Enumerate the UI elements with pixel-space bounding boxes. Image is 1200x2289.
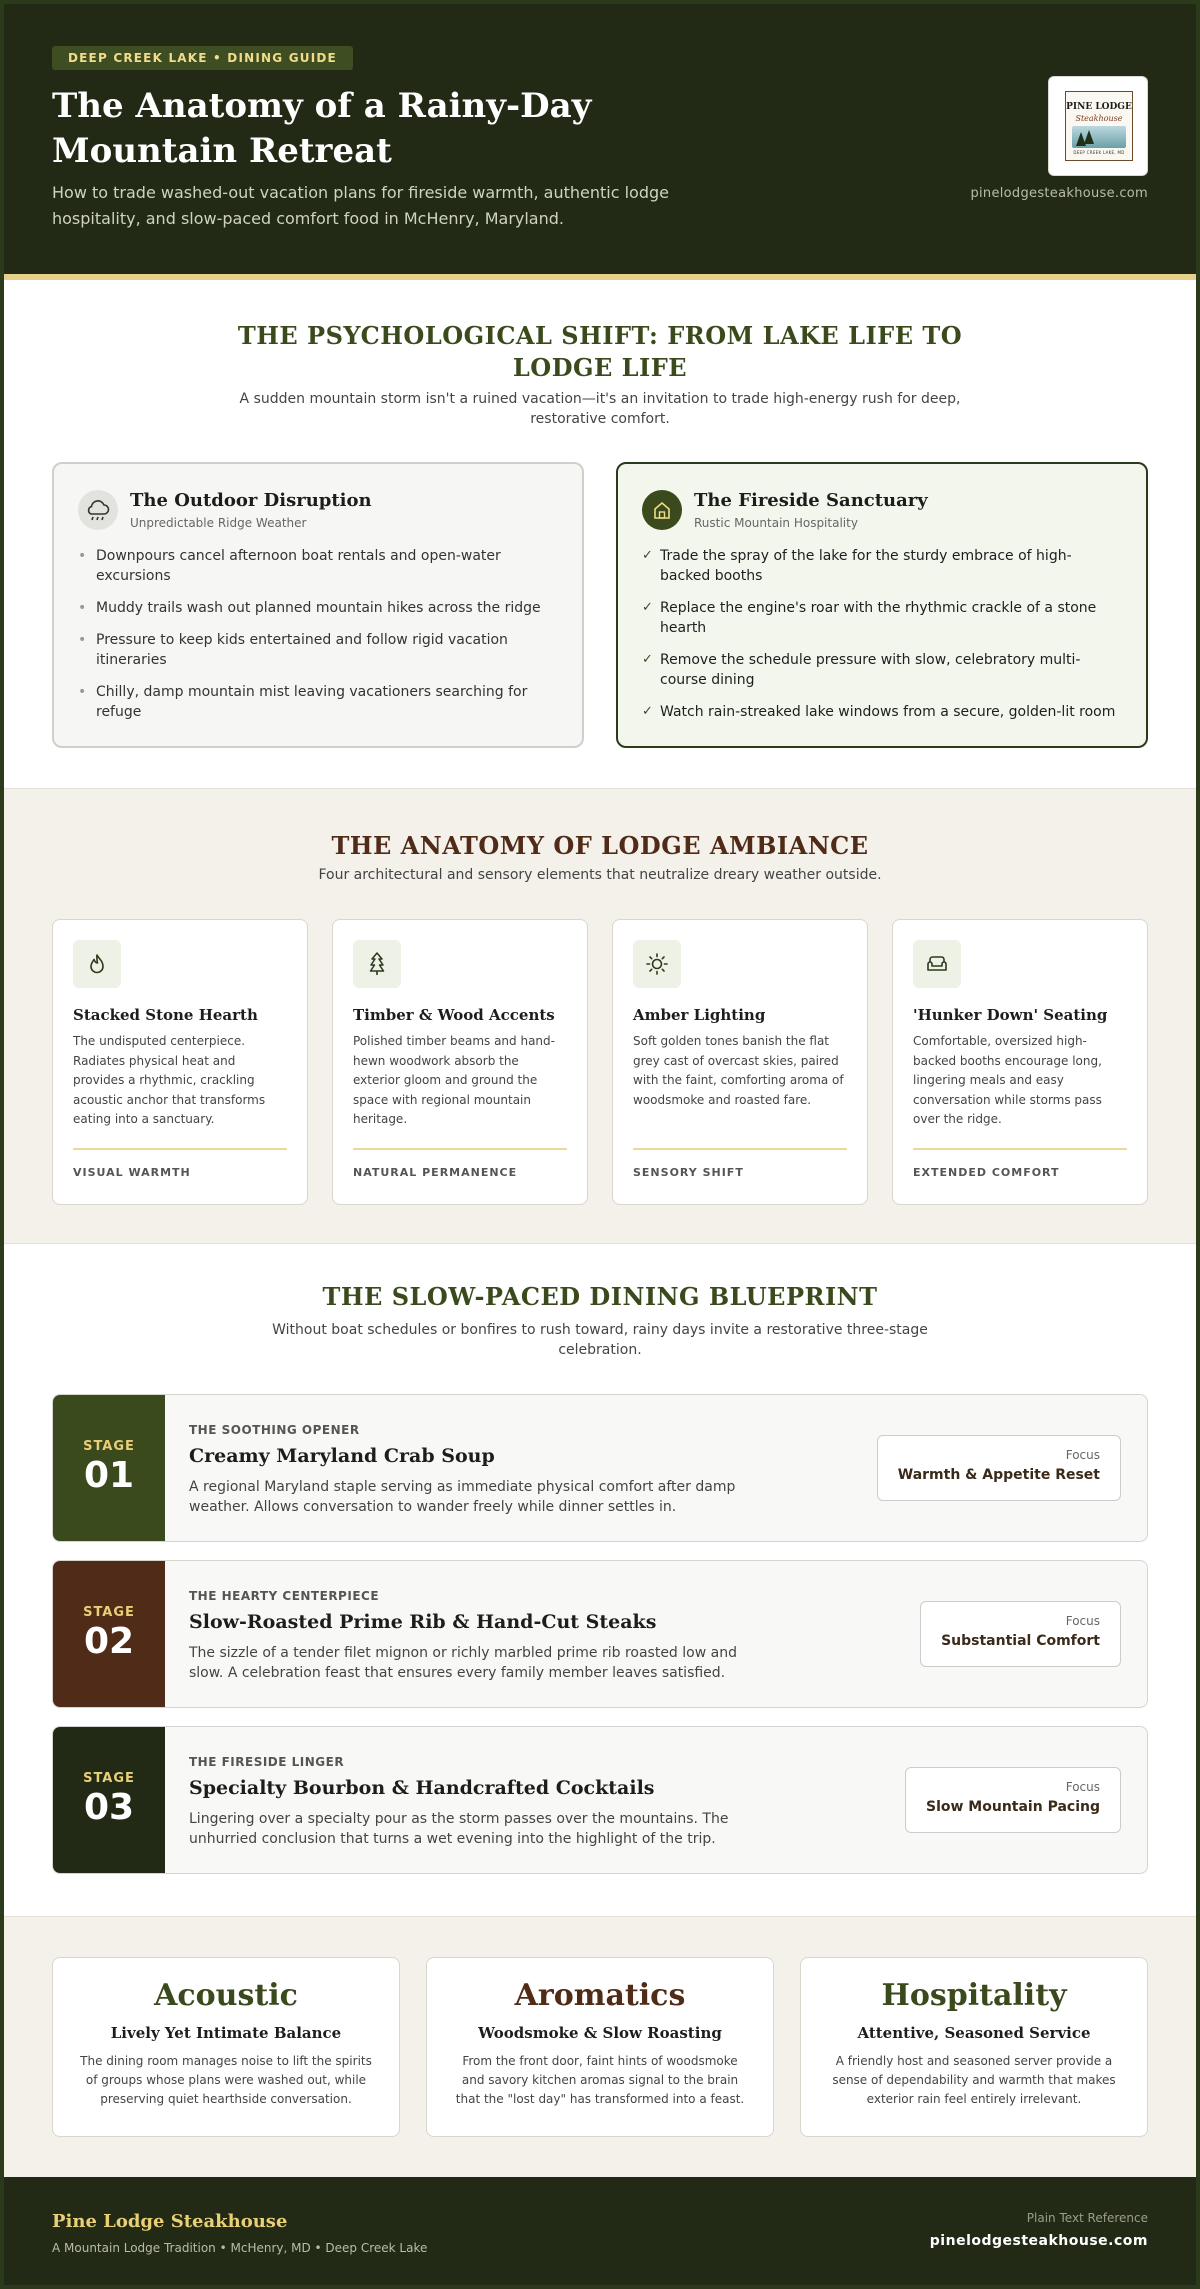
ambiance-card-hearth <box>52 919 308 1205</box>
shift-subtitle: A sudden mountain storm isn't a ruined vacation—it's an invitation to trade high-energy rush for deep, restorative comfort. <box>239 391 961 427</box>
stage-card-02 <box>52 1560 1148 1708</box>
pillar-aromatics <box>426 1957 774 2137</box>
ambiance-card-lighting <box>612 919 868 1205</box>
card-title: Timber & Wood Accents <box>353 1006 555 1024</box>
card-tag: NATURAL PERMANENCE <box>353 1166 518 1179</box>
header <box>4 4 1196 274</box>
card-title: Amber Lighting <box>633 1006 766 1024</box>
footer-brand: Pine Lodge Steakhouse <box>52 2211 288 2232</box>
logo-line2: Steakhouse <box>1075 114 1123 123</box>
stage-label: STAGE <box>83 1605 135 1620</box>
stage-label: STAGE <box>83 1439 135 1454</box>
shift-title: THE PSYCHOLOGICAL SHIFT: FROM LAKE LIFE TO LODGE LIFE <box>237 321 963 382</box>
footer-url-link[interactable]: pinelodgesteakhouse.com <box>929 2233 1148 2249</box>
card-divider <box>353 1148 567 1150</box>
footer-tagline: A Mountain Lodge Tradition • McHenry, MD • Deep Creek Lake <box>52 2241 428 2255</box>
stage-text: Lingering over a specialty pour as the storm passes over the mountains. The unhurried conclusion that turns a wet evening into the highlight of the trip. <box>189 1811 729 1847</box>
fireside-list <box>642 546 1118 734</box>
card-tag: EXTENDED COMFORT <box>913 1166 1060 1179</box>
card-divider <box>913 1148 1127 1150</box>
house-icon <box>642 490 682 530</box>
focus-label: Focus <box>1065 1448 1100 1462</box>
stage-text: A regional Maryland staple serving as immediate physical comfort after damp weather. Allows conversation to wander freely while dinner settles in. <box>189 1479 736 1515</box>
focus-value: Warmth & Appetite Reset <box>897 1467 1100 1483</box>
stage-title: Creamy Maryland Crab Soup <box>189 1445 495 1467</box>
outdoor-panel-subtitle: Unpredictable Ridge Weather <box>130 516 307 530</box>
pillar-hospitality <box>800 1957 1148 2137</box>
stage-focus-badge <box>877 1435 1121 1501</box>
list-item: ✓ Trade the spray of the lake for the sturdy embrace of high-backed booths <box>642 546 1118 586</box>
fireside-panel-title: The Fireside Sanctuary <box>694 490 928 511</box>
card-text: The undisputed centerpiece. Radiates physical heat and provides a rhythmic, crackling acoustic anchor that transforms eating into a sanctuary. <box>73 1034 266 1126</box>
sofa-icon <box>913 940 961 988</box>
card-title: 'Hunker Down' Seating <box>913 1006 1108 1024</box>
pillar-text: A friendly host and seasoned server provide a sense of dependability and warmth that makes exterior rain feel entirely irrelevant. <box>832 2054 1116 2106</box>
blueprint-title: THE SLOW-PACED DINING BLUEPRINT <box>322 1282 878 1311</box>
header-site-link[interactable]: pinelodgesteakhouse.com <box>970 186 1148 201</box>
stage-number: 02 <box>83 1621 135 1662</box>
page-title: The Anatomy of a Rainy-Day Mountain Retreat <box>52 86 592 171</box>
header-eyebrow: DEEP CREEK LAKE • DINING GUIDE <box>52 46 353 70</box>
pillar-subtitle: Attentive, Seasoned Service <box>857 2024 1091 2042</box>
pillar-title: Hospitality <box>881 1978 1067 2013</box>
card-text: Soft golden tones banish the flat grey cast of overcast skies, paired with the faint, comforting aroma of woodsmoke and roasted fare. <box>633 1034 844 1107</box>
card-divider <box>633 1148 847 1150</box>
footer <box>4 2177 1196 2289</box>
stage-number: 01 <box>83 1455 135 1496</box>
outdoor-disruption-panel <box>52 462 584 748</box>
pine-tree-icon <box>353 940 401 988</box>
stage-card-03 <box>52 1726 1148 1874</box>
footer-ref-label: Plain Text Reference <box>1026 2211 1148 2225</box>
fireside-panel-subtitle: Rustic Mountain Hospitality <box>694 516 858 530</box>
header-divider <box>4 274 1196 280</box>
stage-title: Slow-Roasted Prime Rib & Hand-Cut Steaks <box>189 1611 657 1633</box>
focus-value: Substantial Comfort <box>941 1633 1100 1649</box>
card-divider <box>73 1148 287 1150</box>
stage-side <box>53 1561 165 1708</box>
pillar-subtitle: Lively Yet Intimate Balance <box>110 2024 342 2042</box>
pillar-text: The dining room manages noise to lift the spirits of groups whose plans were washed out, while preserving quiet hearthside conversation. <box>80 2054 372 2106</box>
card-text: Polished timber beams and hand-hewn woodwork absorb the exterior gloom and ground the space with regional mountain heritage. <box>353 1034 555 1126</box>
sun-icon <box>633 940 681 988</box>
stage-title: Specialty Bourbon & Handcrafted Cocktails <box>189 1777 655 1799</box>
focus-label: Focus <box>1065 1614 1100 1628</box>
stage-label: STAGE <box>83 1771 135 1786</box>
logo-lake-scene <box>1072 126 1126 148</box>
stage-side <box>53 1727 165 1874</box>
rain-cloud-icon <box>78 490 118 530</box>
pillar-title: Aromatics <box>514 1978 686 2013</box>
list-item: • Muddy trails wash out planned mountain hikes across the ridge <box>78 598 554 618</box>
stage-eyebrow: THE HEARTY CENTERPIECE <box>189 1589 380 1603</box>
page-subtitle: How to trade washed-out vacation plans for fireside warmth, authentic lodge hospitality, and slow-paced comfort food in McHenry, Maryland. <box>52 183 669 228</box>
outdoor-list <box>78 546 554 734</box>
card-text: Comfortable, oversized high-backed booths encourage long, lingering meals and easy conversation while storms pass over the ridge. <box>913 1034 1102 1126</box>
ambiance-card-seating <box>892 919 1148 1205</box>
outdoor-panel-title: The Outdoor Disruption <box>130 490 372 511</box>
pillar-text: From the front door, faint hints of woodsmoke and savory kitchen aromas signal to the brain that the "lost day" has transformed into a feast. <box>455 2054 745 2106</box>
pillar-title: Acoustic <box>154 1978 298 2013</box>
card-title: Stacked Stone Hearth <box>73 1006 258 1024</box>
stage-focus-badge <box>920 1601 1121 1667</box>
list-item: ✓ Replace the engine's roar with the rhythmic crackle of a stone hearth <box>642 598 1118 638</box>
list-item: • Chilly, damp mountain mist leaving vacationers searching for refuge <box>78 682 554 722</box>
pillar-acoustic <box>52 1957 400 2137</box>
fireside-sanctuary-panel <box>616 462 1148 748</box>
ambiance-subtitle: Four architectural and sensory elements that neutralize dreary weather outside. <box>318 867 882 883</box>
focus-value: Slow Mountain Pacing <box>926 1799 1100 1815</box>
ambiance-title: THE ANATOMY OF LODGE AMBIANCE <box>331 831 869 860</box>
list-item: • Downpours cancel afternoon boat rentals and open-water excursions <box>78 546 554 586</box>
logo-tree-icon <box>1084 130 1094 144</box>
stage-eyebrow: THE FIRESIDE LINGER <box>189 1755 345 1769</box>
logo-badge <box>1065 91 1133 161</box>
list-item: ✓ Remove the schedule pressure with slow, celebratory multi-course dining <box>642 650 1118 690</box>
list-item: • Pressure to keep kids entertained and follow rigid vacation itineraries <box>78 630 554 670</box>
stage-side <box>53 1395 165 1542</box>
brand-logo[interactable] <box>1048 76 1148 176</box>
stage-card-01 <box>52 1394 1148 1542</box>
stage-focus-badge <box>905 1767 1121 1833</box>
card-tag: VISUAL WARMTH <box>73 1166 191 1179</box>
stage-text: The sizzle of a tender filet mignon or richly marbled prime rib roasted low and slow. A celebration feast that ensures every family member leaves satisfied. <box>189 1645 737 1681</box>
ambiance-section <box>4 788 1196 1244</box>
pillar-subtitle: Woodsmoke & Slow Roasting <box>478 2024 722 2042</box>
card-tag: SENSORY SHIFT <box>633 1166 744 1179</box>
pillars-section <box>4 1916 1196 2177</box>
blueprint-subtitle: Without boat schedules or bonfires to rush toward, rainy days invite a restorative three-stage celebration. <box>272 1322 928 1358</box>
flame-icon <box>73 940 121 988</box>
logo-line1: PINE LODGE <box>1066 102 1132 112</box>
stage-eyebrow: THE SOOTHING OPENER <box>189 1423 360 1437</box>
list-item: ✓ Watch rain-streaked lake windows from a secure, golden-lit room <box>642 702 1118 722</box>
ambiance-card-timber <box>332 919 588 1205</box>
stage-number: 03 <box>83 1787 135 1828</box>
logo-line3: DEEP CREEK LAKE, MD <box>1073 150 1125 155</box>
focus-label: Focus <box>1065 1780 1100 1794</box>
